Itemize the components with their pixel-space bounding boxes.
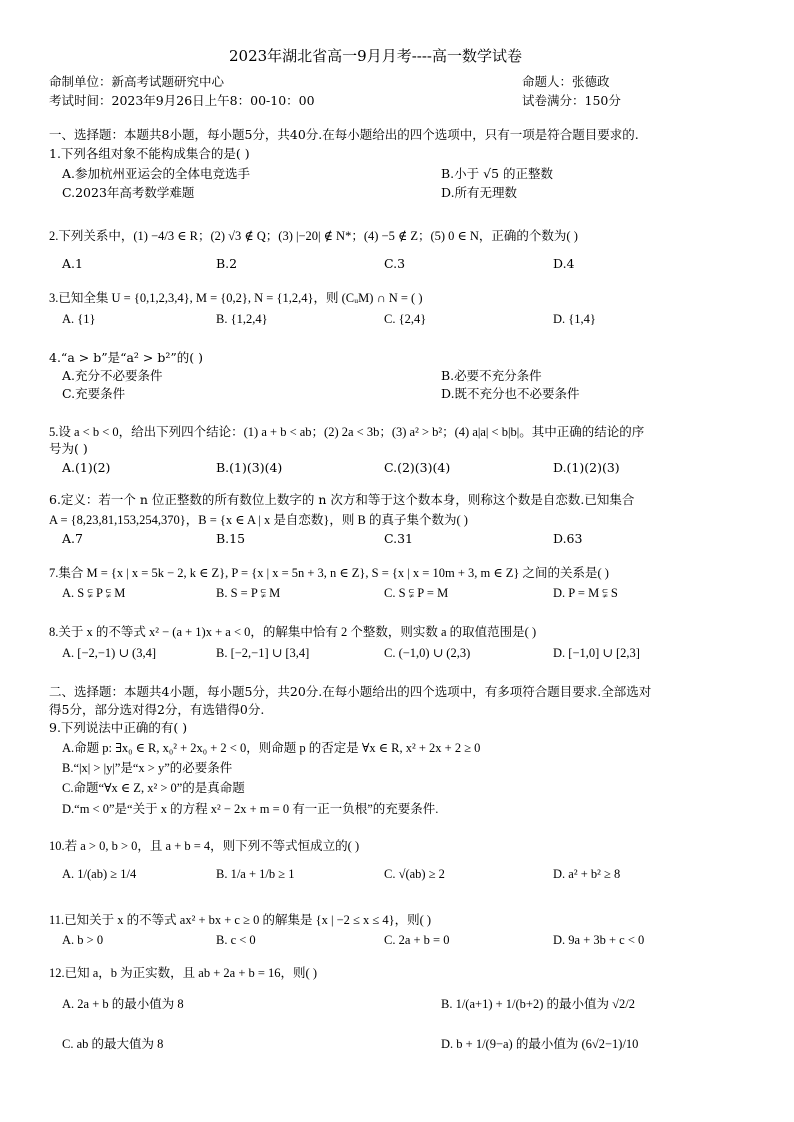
q8-option-b: B. [−2,−1] ∪ [3,4] xyxy=(216,646,310,660)
section2-heading-cont: 得5分，部分选对得2分，有选错得0分. xyxy=(49,702,265,717)
q3-option-b: B. {1,2,4} xyxy=(216,312,268,326)
q2-option-a: A.1 xyxy=(62,256,83,271)
q4-option-c: C.充要条件 xyxy=(62,386,126,401)
q7-stem: 7.集合 M = {x | x = 5k − 2, k ∈ Z}, P = {x | x = 5n + 3, n ∈ Z}, S = {x | x = 10m + 3, m ∈ Z} 之间的关系是( ) xyxy=(49,566,609,580)
q9-option-c: C.命题“∀x ∈ Z, x² > 0”的是真命题 xyxy=(62,781,245,795)
q7-option-d: D. P = M ⫋ S xyxy=(553,586,618,600)
q8-stem: 8.关于 x 的不等式 x² − (a + 1)x + a < 0，的解集中恰有 2 个整数，则实数 a 的取值范围是( ) xyxy=(49,625,537,639)
q1-option-a: A.参加杭州亚运会的全体电竞选手 xyxy=(62,166,251,181)
q7-option-b: B. S = P ⫋ M xyxy=(216,586,281,600)
q4-option-b: B.必要不充分条件 xyxy=(441,368,542,383)
q1-option-c: C.2023年高考数学难题 xyxy=(62,185,195,200)
q2-option-c: C.3 xyxy=(384,256,406,271)
q11-option-c: C. 2a + b = 0 xyxy=(384,933,450,947)
score-line: 试卷满分：150分 xyxy=(522,93,621,108)
q10-option-a: A. 1/(ab) ≥ 1/4 xyxy=(62,867,137,881)
q10-option-d: D. a² + b² ≥ 8 xyxy=(553,867,621,881)
author-line: 命题人：张德政 xyxy=(522,74,610,89)
q3-stem: 3.已知全集 U = {0,1,2,3,4}, M = {0,2}, N = {1,2,4}，则 (CᵤM) ∩ N = ( ) xyxy=(49,291,423,305)
q4-stem: 4.“a > b”是“a² > b²”的( ) xyxy=(49,350,203,365)
q6-stem: 6.定义：若一个 n 位正整数的所有数位上数字的 n 次方和等于这个数本身，则称这个数是自恋数.已知集合 xyxy=(49,492,635,507)
q10-stem: 10.若 a > 0, b > 0，且 a + b = 4，则下列不等式恒成立的( ) xyxy=(49,839,360,853)
q12-option-d: D. b + 1/(9−a) 的最小值为 (6√2−1)/10 xyxy=(441,1037,639,1051)
q11-option-d: D. 9a + 3b + c < 0 xyxy=(553,933,645,947)
q4-option-a: A.充分不必要条件 xyxy=(62,368,163,383)
unit-line: 命制单位：新高考试题研究中心 xyxy=(49,74,225,89)
q6-option-b: B.15 xyxy=(216,531,246,546)
q7-option-a: A. S ⫋ P ⫋ M xyxy=(62,586,126,600)
q6-stem-cont: A = {8,23,81,153,254,370}，B = {x ∈ A | x 是自恋数}，则 B 的真子集个数为( ) xyxy=(49,513,468,527)
q11-option-b: B. c < 0 xyxy=(216,933,256,947)
q6-option-c: C.31 xyxy=(384,531,413,546)
q5-stem: 5.设 a < b < 0，给出下列四个结论：(1) a + b < ab；(2) 2a < 3b；(3) a² > b²；(4) a|a| < b|b|。其中正确的结论的序 xyxy=(49,425,645,439)
time-line: 考试时间：2023年9月26日上午8：00-10：00 xyxy=(49,93,315,108)
q8-option-a: A. [−2,−1) ∪ (3,4] xyxy=(62,646,157,660)
q5-stem-cont: 号为( ) xyxy=(49,441,88,456)
q2-stem: 2.下列关系中，(1) −4/3 ∈ R；(2) √3 ∉ Q；(3) |−20| ∉ N*；(4) −5 ∉ Z；(5) 0 ∈ N，正确的个数为( ) xyxy=(49,229,578,243)
q9-stem: 9.下列说法中正确的有( ) xyxy=(49,720,188,735)
q4-option-d: D.既不充分也不必要条件 xyxy=(441,386,580,401)
q3-option-c: C. {2,4} xyxy=(384,312,427,326)
q10-option-b: B. 1/a + 1/b ≥ 1 xyxy=(216,867,295,881)
q8-option-d: D. [−1,0] ∪ [2,3] xyxy=(553,646,640,660)
q5-option-c: C.(2)(3)(4) xyxy=(384,460,451,475)
q6-option-a: A.7 xyxy=(62,531,83,546)
section1-heading: 一、选择题：本题共8小题，每小题5分，共40分.在每小题给出的四个选项中，只有一项是符合题目要求的. xyxy=(49,127,639,142)
q1-stem: 1.下列各组对象不能构成集合的是( ) xyxy=(49,146,250,161)
q9-option-b: B.“|x| > |y|”是“x > y”的必要条件 xyxy=(62,761,233,775)
q12-option-b: B. 1/(a+1) + 1/(b+2) 的最小值为 √2/2 xyxy=(441,997,635,1011)
q3-option-d: D. {1,4} xyxy=(553,312,596,326)
q12-stem: 12.已知 a，b 为正实数，且 ab + 2a + b = 16，则( ) xyxy=(49,966,317,980)
q1-option-d: D.所有无理数 xyxy=(441,185,518,200)
q11-stem: 11.已知关于 x 的不等式 ax² + bx + c ≥ 0 的解集是 {x | −2 ≤ x ≤ 4}，则( ) xyxy=(49,913,432,927)
q11-option-a: A. b > 0 xyxy=(62,933,104,947)
q8-option-c: C. (−1,0) ∪ (2,3) xyxy=(384,646,471,660)
q5-option-b: B.(1)(3)(4) xyxy=(216,460,283,475)
q2-option-d: D.4 xyxy=(553,256,575,271)
section2-heading: 二、选择题：本题共4小题，每小题5分，共20分.在每小题给出的四个选项中，有多项符合题目要求.全部选对 xyxy=(49,684,652,699)
q7-option-c: C. S ⫋ P = M xyxy=(384,586,449,600)
q5-option-d: D.(1)(2)(3) xyxy=(553,460,620,475)
q9-option-d: D.“m < 0”是“关于 x 的方程 x² − 2x + m = 0 有一正一负根”的充要条件. xyxy=(62,802,439,816)
exam-title: 2023年湖北省高一9月月考----高一数学试卷 xyxy=(229,47,522,65)
q3-option-a: A. {1} xyxy=(62,312,96,326)
q10-option-c: C. √(ab) ≥ 2 xyxy=(384,867,445,881)
q5-option-a: A.(1)(2) xyxy=(62,460,111,475)
q2-option-b: B.2 xyxy=(216,256,238,271)
q1-option-b: B.小于 √5 的正整数 xyxy=(441,166,554,181)
q12-option-a: A. 2a + b 的最小值为 8 xyxy=(62,997,184,1011)
q12-option-c: C. ab 的最大值为 8 xyxy=(62,1037,164,1051)
q6-option-d: D.63 xyxy=(553,531,583,546)
q9-option-a: A.命题 p: ∃x₀ ∈ R, x₀² + 2x₀ + 2 < 0，则命题 p 的否定是 ∀x ∈ R, x² + 2x + 2 ≥ 0 xyxy=(62,741,481,755)
